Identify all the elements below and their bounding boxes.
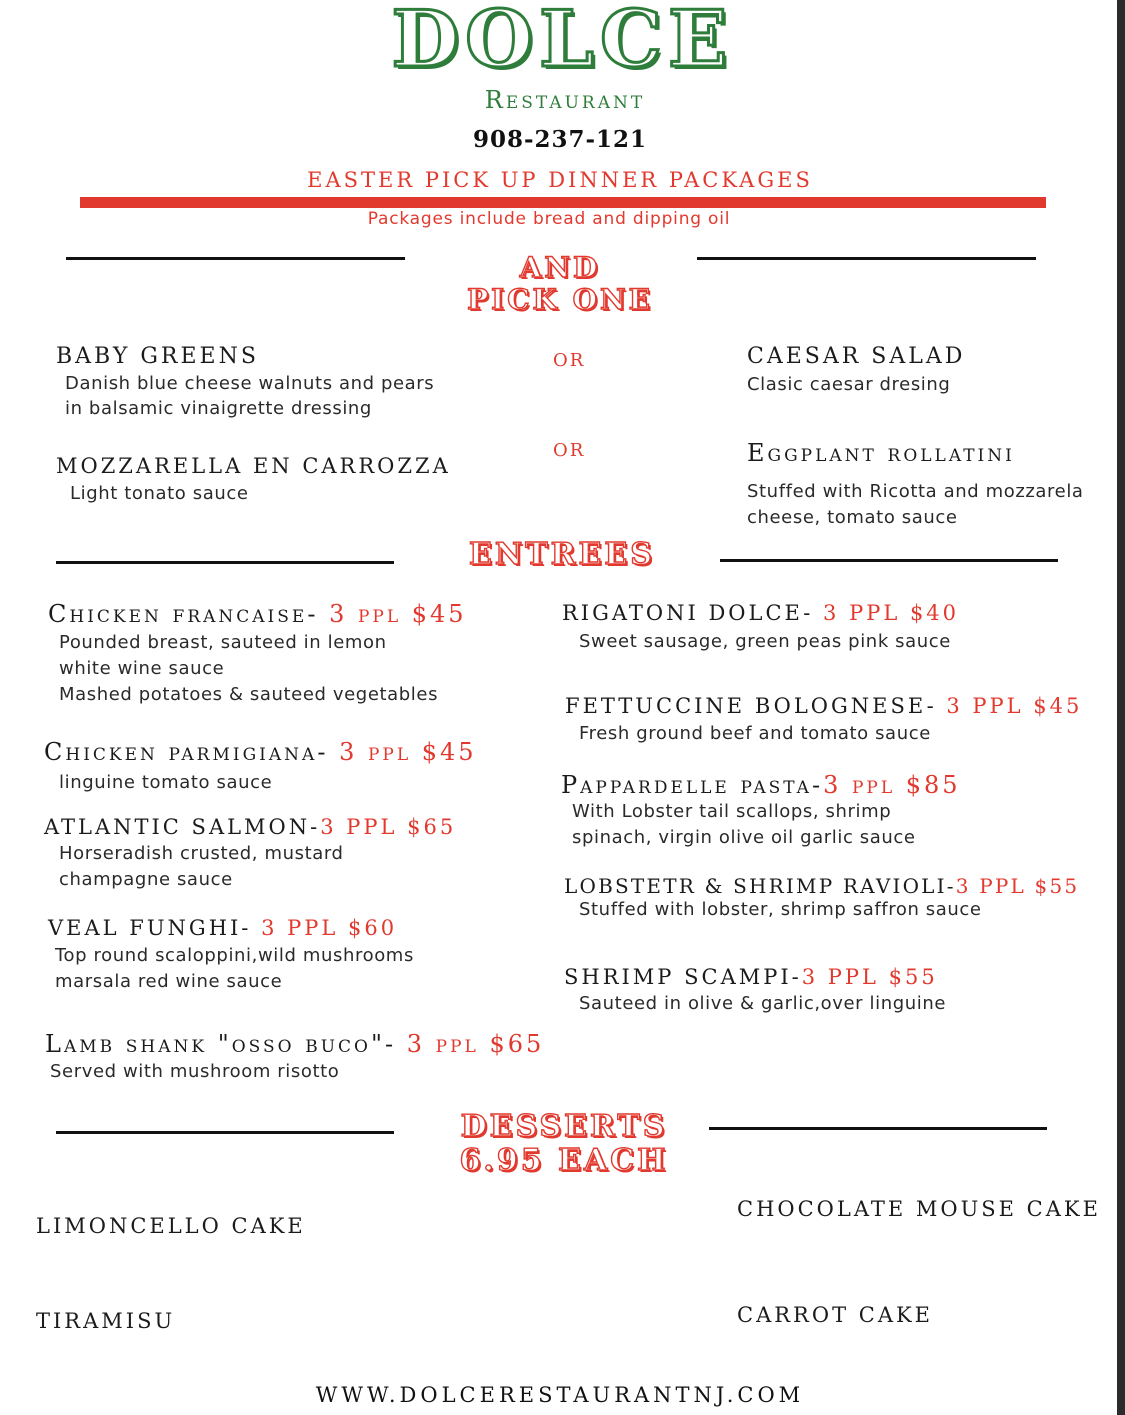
entree-title: Pappardelle pasta-3 ppl $85	[561, 771, 961, 799]
package-note: Packages include bread and dipping oil	[367, 209, 731, 229]
starter-baby-greens-title: BABY GREENS	[56, 344, 259, 369]
dessert-item: LIMONCELLO CAKE	[36, 1214, 306, 1238]
or-separator: OR	[553, 350, 586, 371]
entree-desc: Fresh ground beef and tomato sauce	[579, 723, 931, 744]
entree-desc: Stuffed with lobster, shrimp saffron sauce	[579, 899, 982, 920]
entree-title: VEAL FUNGHI- 3 PPL $60	[48, 916, 398, 940]
starter-baby-greens-desc-1: Danish blue cheese walnuts and pears	[65, 373, 435, 394]
starter-eggplant-title: Eggplant rollatini	[747, 439, 1015, 467]
package-title: EASTER PICK UP DINNER PACKAGES	[307, 168, 813, 192]
entree-desc: spinach, virgin olive oil garlic sauce	[572, 827, 916, 848]
or-separator: OR	[553, 440, 586, 461]
starter-caesar-title: CAESAR SALAD	[747, 344, 966, 369]
entree-title: Chicken parmigiana- 3 ppl $45	[44, 738, 477, 766]
entree-desc: Pounded breast, sauteed in lemon	[59, 632, 387, 653]
phone-number: 908-237-121	[472, 126, 648, 153]
entree-title: LOBSTETR & SHRIMP RAVIOLI-3 PPL $55	[564, 874, 1080, 898]
entree-desc: Horseradish crusted, mustard	[59, 843, 344, 864]
starter-mozzarella-title: MOZZARELLA EN CARROZZA	[56, 454, 451, 478]
section-rule-right	[720, 559, 1058, 562]
dessert-item: TIRAMISU	[36, 1309, 176, 1333]
entrees-heading: ENTREES	[469, 537, 655, 572]
starter-eggplant-desc-1: Stuffed with Ricotta and mozzarela	[747, 481, 1084, 502]
restaurant-logo-title: DOLCE	[391, 0, 734, 85]
starter-baby-greens-desc-2: in balsamic vinaigrette dressing	[65, 398, 372, 419]
entree-title: FETTUCCINE BOLOGNESE- 3 PPL $45	[565, 694, 1083, 718]
entree-desc: marsala red wine sauce	[55, 971, 283, 992]
section-rule-left	[66, 257, 405, 260]
entree-title: ATLANTIC SALMON-3 PPL $65	[44, 815, 457, 839]
entree-desc: Served with mushroom risotto	[50, 1061, 340, 1082]
entree-desc: With Lobster tail scallops, shrimp	[572, 801, 892, 822]
entree-desc: Mashed potatoes & sauteed vegetables	[59, 684, 439, 705]
page-edge	[1117, 0, 1125, 1415]
restaurant-subtitle: Restaurant	[484, 86, 646, 114]
entree-title: RIGATONI DOLCE- 3 PPL $40	[562, 601, 960, 625]
entree-desc: Top round scaloppini,wild mushrooms	[55, 945, 414, 966]
starters-heading-and: AND	[519, 251, 601, 284]
dessert-item: CARROT CAKE	[737, 1303, 934, 1327]
entree-title: Chicken francaise- 3 ppl $45	[48, 600, 467, 628]
entree-desc: Sauteed in olive & garlic,over linguine	[579, 993, 947, 1014]
dessert-item: CHOCOLATE MOUSE CAKE	[737, 1197, 1101, 1221]
entree-title: SHRIMP SCAMPI-3 PPL $55	[564, 965, 938, 989]
entree-desc: Sweet sausage, green peas pink sauce	[579, 631, 951, 652]
website-link[interactable]: WWW.DOLCERESTAURANTNJ.COM	[315, 1383, 805, 1407]
red-divider	[80, 197, 1046, 208]
starter-eggplant-desc-2: cheese, tomato sauce	[747, 507, 958, 528]
desserts-heading: DESSERTS	[460, 1109, 668, 1144]
entree-title: Lamb shank "osso buco"- 3 ppl $65	[45, 1030, 545, 1058]
desserts-price: 6.95 EACH	[459, 1143, 669, 1178]
entree-desc: linguine tomato sauce	[59, 772, 273, 793]
entree-desc: white wine sauce	[59, 658, 225, 679]
starter-caesar-desc: Clasic caesar dresing	[747, 374, 951, 395]
section-rule-left	[56, 1131, 394, 1134]
starter-mozzarella-desc: Light tonato sauce	[70, 483, 249, 504]
section-rule-left	[56, 561, 394, 564]
starters-heading-pick-one: PICK ONE	[467, 283, 653, 316]
entree-desc: champagne sauce	[59, 869, 233, 890]
